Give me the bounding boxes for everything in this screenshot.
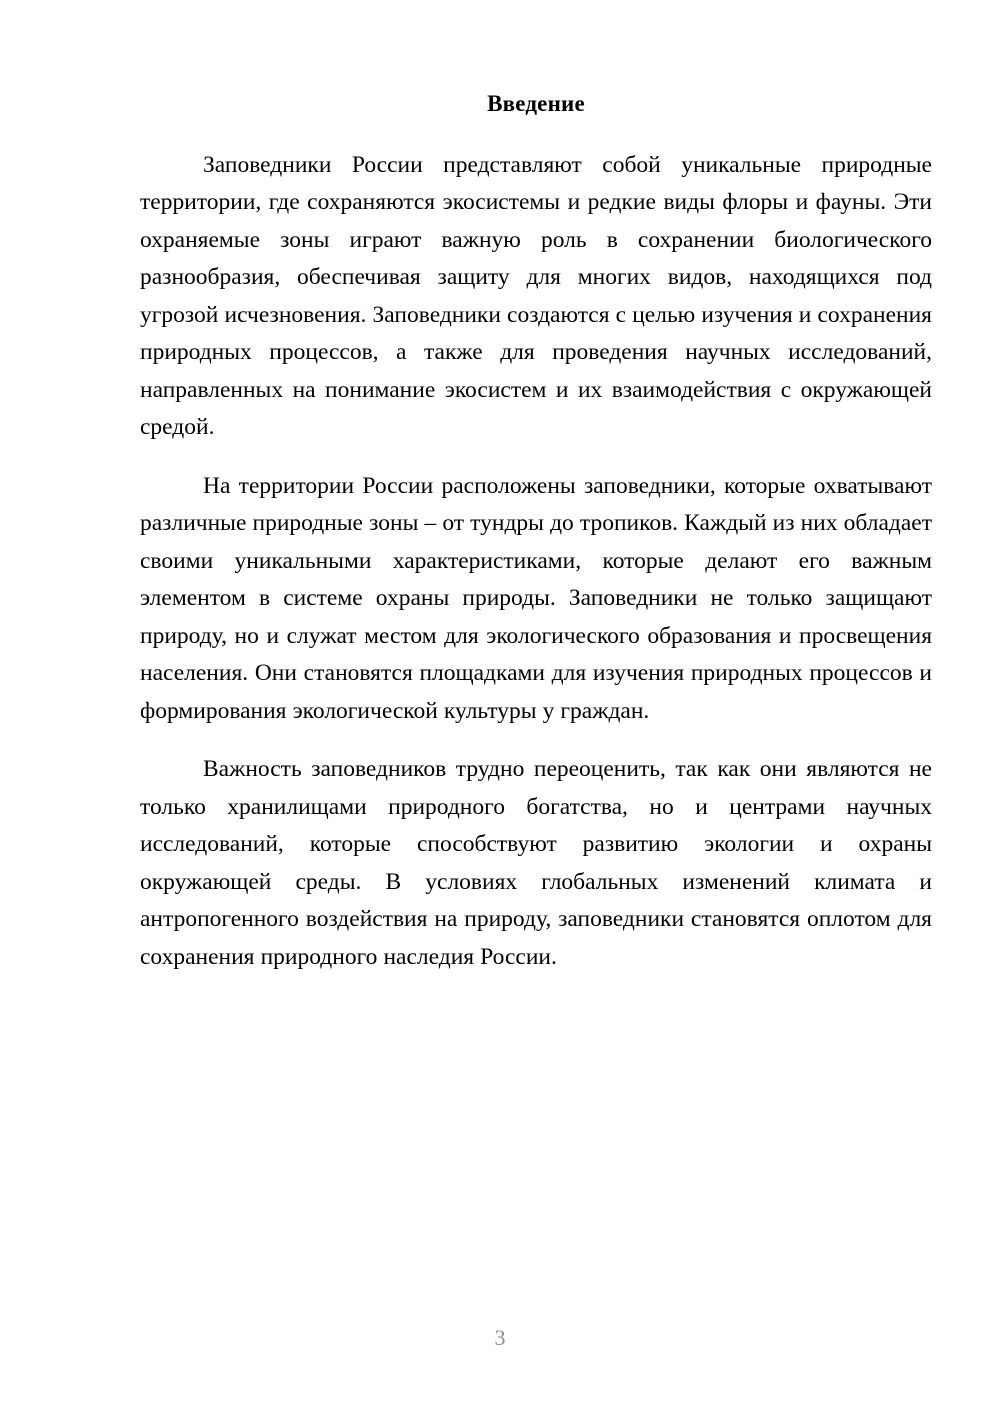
paragraph-1: Заповедники России представляют собой уникальные природные территории, где сохраняются экосистемы и редкие виды флоры и фауны. Эти охраняемые зоны играют важную роль в сохранении биологического разнообразия, обеспечивая защиту для многих видов, находящихся под угрозой исчезновения. Заповедники создаются с целью изучения и сохранения природных процессов, а также для проведения научных исследований, направленных на понимание экосистем и их взаимодействия с окружающей средой. <box>140 151 932 441</box>
page-number: 3 <box>494 1325 506 1350</box>
page-title: Введение <box>487 91 585 116</box>
paragraph-2: На территории России расположены заповедники, которые охватывают различные природные зоны – от тундры до тропиков. Каждый из них обладает своими уникальными характеристиками, которые делают его важным элементом в системе охраны природы. Заповедники не только защищают природу, но и служат местом для экологического образования и просвещения населения. Они становятся площадками для изучения природных процессов и формирования экологической культуры у граждан. <box>140 472 932 724</box>
paragraph-3: Важность заповедников трудно переоценить, так как они являются не только хранилищами природного богатства, но и центрами научных исследований, которые способствуют развитию экологии и охраны окружающей среды. В условиях глобальных изменений климата и антропогенного воздействия на природу, заповедники становятся оплотом для сохранения природного наследия России. <box>140 756 932 970</box>
document-body <box>140 90 932 976</box>
